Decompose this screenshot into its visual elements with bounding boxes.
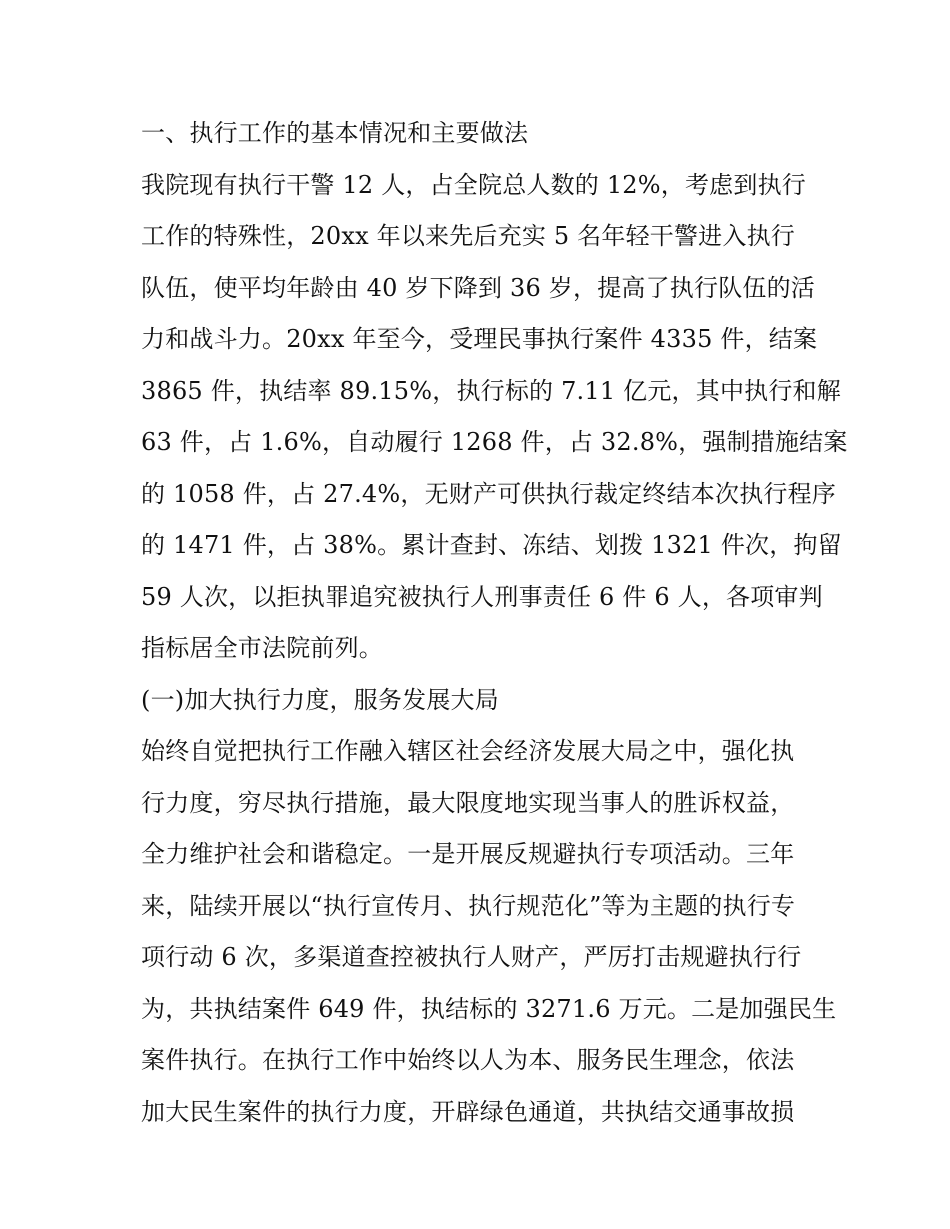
paragraph-line: 加大民生案件的执行力度，开辟绿色通道，共执结交通事故损 <box>141 1097 795 1126</box>
paragraph-line: 为，共执结案件 649 件，执结标的 3271.6 万元。二是加强民生 <box>141 994 837 1023</box>
paragraph-line: 63 件，占 1.6%，自动履行 1268 件，占 32.8%，强制措施结案 <box>141 428 848 456</box>
paragraph-line: 3865 件，执结率 89.15%，执行标的 7.11 亿元，其中执行和解 <box>141 376 841 405</box>
paragraph-line: 力和战斗力。20xx 年至今，受理民事执行案件 4335 件，结案 <box>141 325 818 353</box>
paragraph-line: 我院现有执行干警 12 人，占全院总人数的 12%，考虑到执行 <box>141 170 806 199</box>
paragraph-line: 的 1058 件，占 27.4%，无财产可供执行裁定终结本次执行程序 <box>141 479 837 508</box>
paragraph-line: 指标居全市法院前列。 <box>141 634 383 662</box>
paragraph-line: 案件执行。在执行工作中始终以人为本、服务民生理念，依法 <box>141 1046 795 1074</box>
paragraph-line: 工作的特殊性，20xx 年以来先后充实 5 名年轻干警进入执行 <box>141 222 795 250</box>
paragraph-line: 行力度，穷尽执行措施，最大限度地实现当事人的胜诉权益， <box>141 788 795 817</box>
paragraph-line: 59 人次，以拒执罪追究被执行人刑事责任 6 件 6 人，各项审判 <box>141 582 823 611</box>
subsection-heading: (一)加大执行力度，服务发展大局 <box>141 685 499 714</box>
paragraph-line: 队伍，使平均年龄由 40 岁下降到 36 岁，提高了执行队伍的活 <box>141 273 815 302</box>
section-heading: 一、执行工作的基本情况和主要做法 <box>141 119 529 147</box>
paragraph-line: 来，陆续开展以“执行宣传月、执行规范化”等为主题的执行专 <box>141 891 796 920</box>
paragraph-line: 项行动 6 次，多渠道查控被执行人财产，严厉打击规避执行行 <box>141 943 802 971</box>
paragraph-line: 的 1471 件，占 38%。累计查封、冻结、划拨 1321 件次，拘留 <box>141 531 842 559</box>
document-body <box>141 108 848 1138</box>
paragraph-line: 全力维护社会和谐稳定。一是开展反规避执行专项活动。三年 <box>141 840 795 868</box>
paragraph-line: 始终自觉把执行工作融入辖区社会经济发展大局之中，强化执 <box>141 737 795 765</box>
